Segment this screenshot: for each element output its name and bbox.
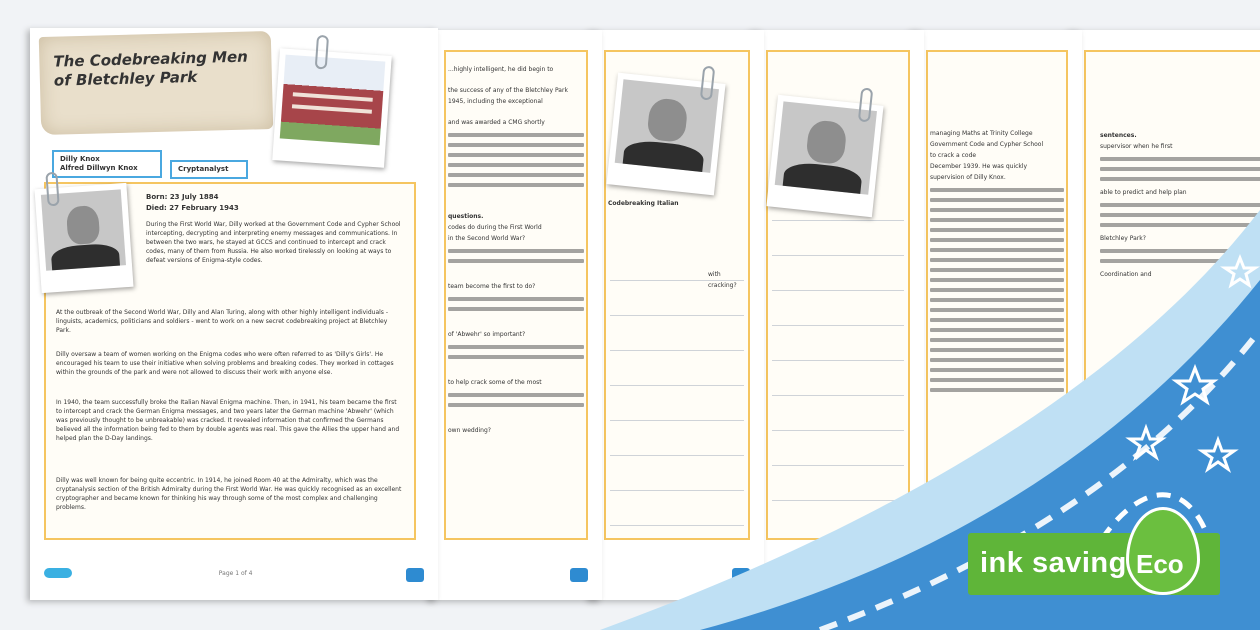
- page2-questions-heading: questions.: [448, 213, 484, 220]
- page2-question-5: to help crack some of the most: [448, 379, 542, 386]
- page2-fragment: the success of any of the Bletchley Park: [448, 87, 568, 94]
- page2-question-1: codes do during the First World: [448, 224, 542, 231]
- page4-line-5: supervision of Dilly Knox.: [930, 174, 1006, 181]
- person-full-name: Alfred Dillwyn Knox: [60, 164, 138, 172]
- page5-question-4: Coordination and: [1100, 271, 1152, 278]
- page-title: The Codebreaking Men of Bletchley Park: [53, 47, 249, 90]
- bio-text-5: Dilly was well known for being quite eccentric. In 1914, he joined Room 40 at the Admiralty, which was the cryptanalysis section of the British Admiralty during the First World War. He was quickly recognised as an excellent cryptographer and became known for thinking his way through some of the most complex and challenging problems.: [56, 477, 402, 511]
- page2-fragment-2: 1945, including the exceptional: [448, 98, 543, 105]
- page2-question-2: in the Second World War?: [448, 235, 526, 242]
- ink-saving-label: ink saving: [980, 547, 1127, 579]
- died-date: Died: 27 February 1943: [146, 204, 239, 212]
- bio-text-3: Dilly oversaw a team of women working on the Enigma codes who were often referred to as 'Dilly's Girls'. He encouraged his team to use their initiative when solving problems and breaking codes. They worked in cottages within the grounds of the park and were not allowed to discuss their work with anyone else.: [56, 351, 394, 376]
- page3-label: Codebreaking Italian: [608, 200, 679, 207]
- page4-line-3: to crack a code: [930, 152, 977, 159]
- page4-line-4: December 1939. He was quickly: [930, 163, 1028, 170]
- page2-question-4: of 'Abwehr' so important?: [448, 331, 526, 338]
- ink-saving-badge: [968, 533, 1220, 595]
- person-name: Dilly Knox: [60, 155, 100, 163]
- born-date: Born: 23 July 1884: [146, 193, 219, 201]
- page4-line-1: managing Maths at Trinity College: [930, 130, 1033, 137]
- page4-line-2: Government Code and Cypher School: [930, 141, 1044, 148]
- page2-intro: ...highly intelligent, he did begin to: [448, 66, 554, 73]
- page-number: Page 1 of 4: [218, 570, 253, 577]
- eco-label: Eco: [1136, 549, 1184, 579]
- bio-text-1: During the First World War, Dilly worked at the Government Code and Cypher School intercepting, decrypting and interpreting enemy messages and communications. In between the two wars, he stayed at GCCS and continued to intercept and crack codes, many of them from Russia. He also worked tirelessly on looking at ways to defeat versions of Enigma-style codes.: [146, 221, 401, 264]
- page5-question-1: supervisor when he first: [1100, 143, 1173, 150]
- bio-text-4: In 1940, the team successfully broke the Italian Naval Enigma machine. Then, in 1941, his team became the first to intercept and crack the German Enigma messages, and two years later the German machine 'Abwehr' (which was previously thought to be unbreakable) was cracked. It revealed information that confirmed the Germans believed all the information being fed to them by double agents was real. This gave the Allies the upper hand and helped plan the D-Day landings.: [56, 399, 400, 442]
- page3-question-1: with cracking?: [708, 271, 737, 289]
- role-label: Cryptanalyst: [178, 165, 229, 173]
- page2-question-3: team become the first to do?: [448, 283, 536, 290]
- page5-question-2: able to predict and help plan: [1100, 189, 1187, 196]
- bio-text-2: At the outbreak of the Second World War, Dilly and Alan Turing, along with other highly intelligent individuals - linguists, academics, politicians and soldiers - went to work on a new secret codebreaking project at Bletchley Park.: [56, 309, 388, 334]
- page2-question-6: own wedding?: [448, 427, 491, 434]
- page5-question-3: Bletchley Park?: [1100, 235, 1146, 242]
- page5-heading: sentences.: [1100, 132, 1137, 139]
- page2-award: and was awarded a CMG shortly: [448, 119, 545, 126]
